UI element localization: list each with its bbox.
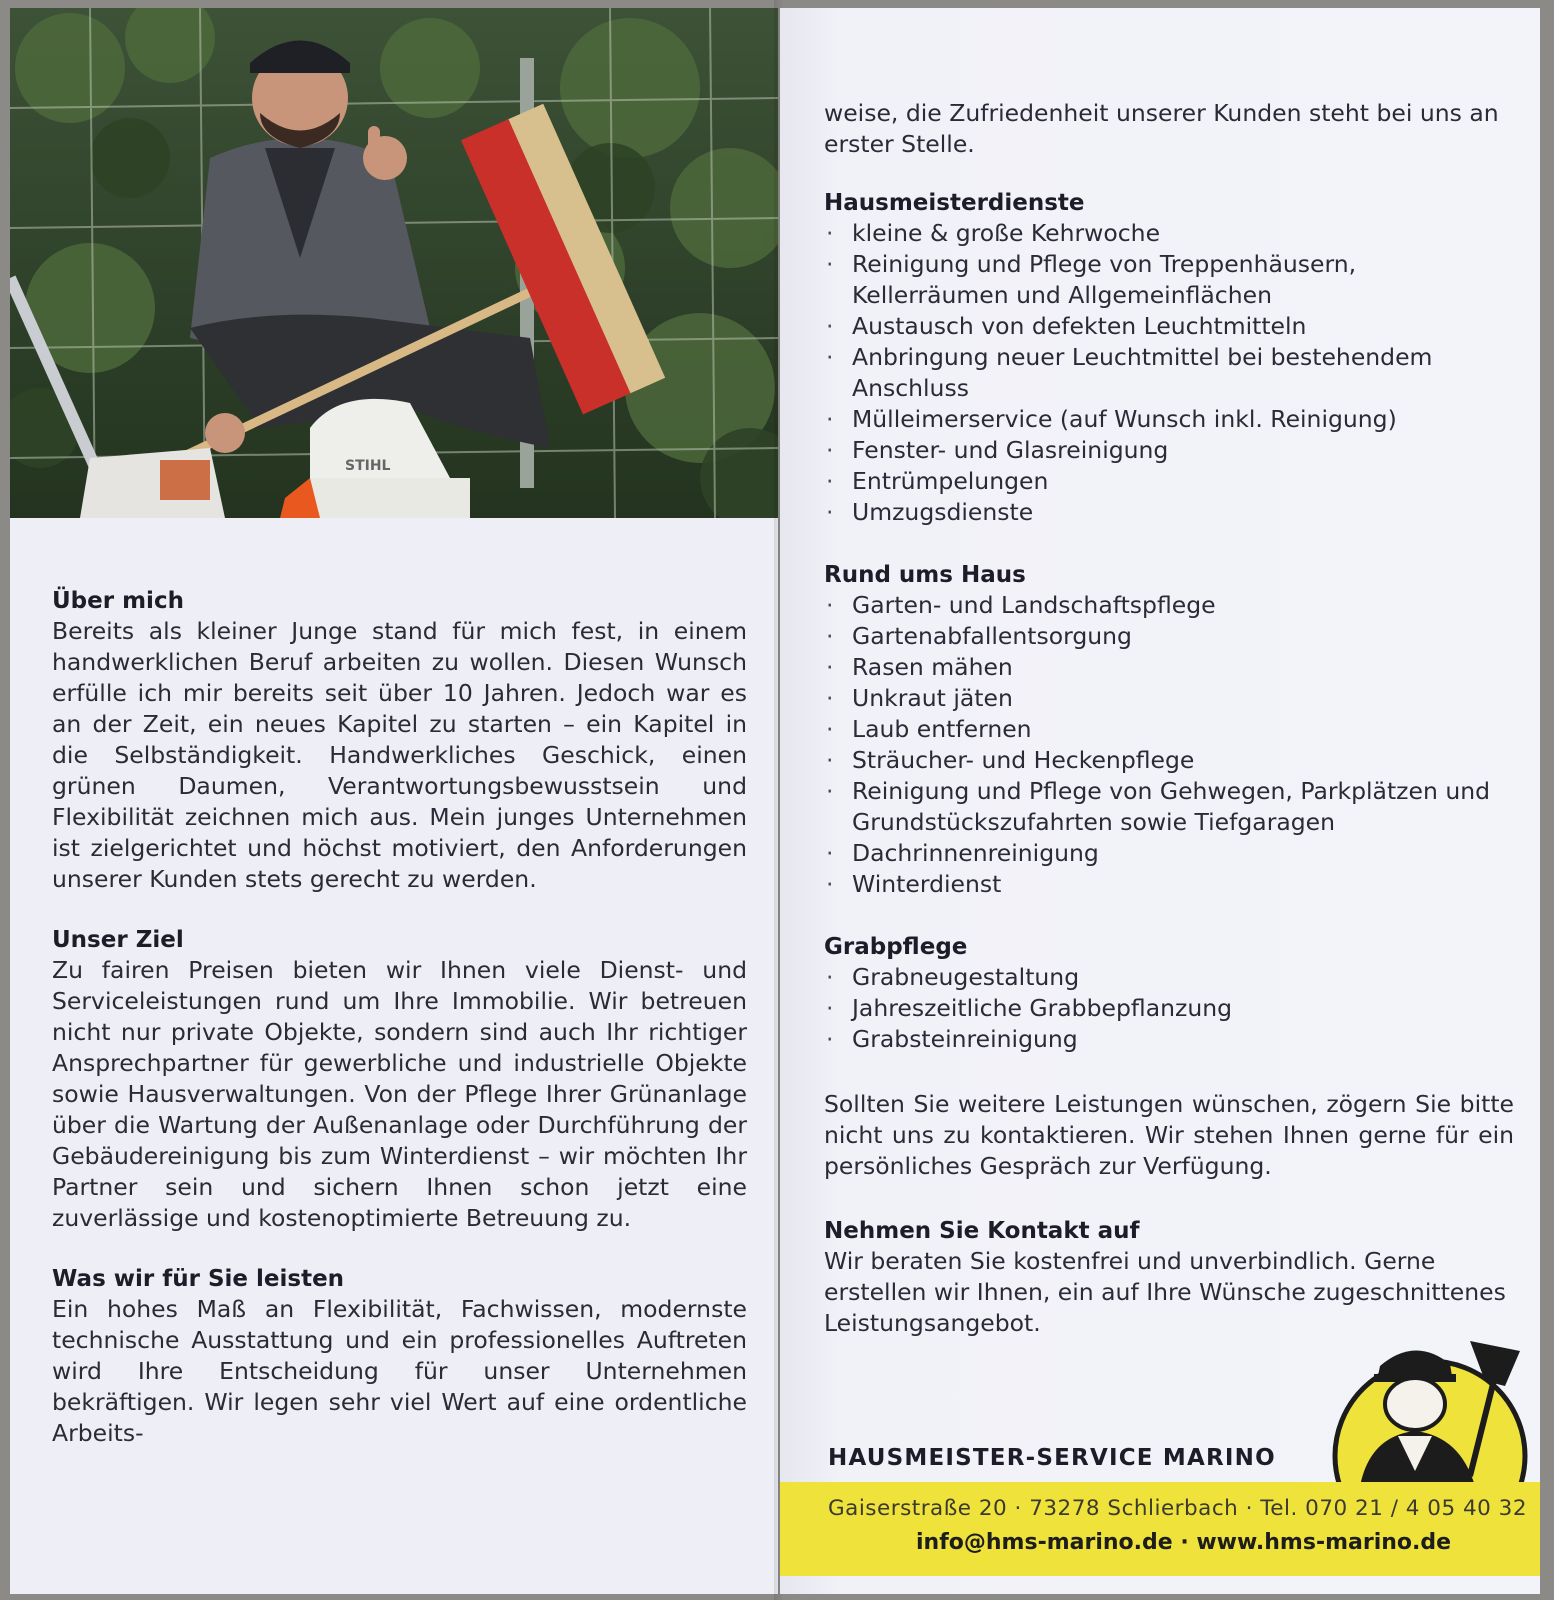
bullet-icon: · [826,870,834,898]
list-item: · Mülleimerservice (auf Wunsch inkl. Reinigung) [826,405,1397,433]
bullet-icon: · [826,653,834,681]
left-text-column [52,586,747,1449]
contact-heading: Nehmen Sie Kontakt auf [824,1218,1140,1244]
list-item: · Unkraut jäten [826,684,1013,712]
list-item: · Garten- und Landschaftspflege [826,591,1216,619]
list-rund-ums-haus [824,590,1514,900]
list-item: · Austausch von defekten Leuchtmitteln [826,312,1307,340]
list-grabpflege [824,962,1514,1055]
bullet-icon: · [826,963,834,991]
address-line: Gaiserstraße 20 · 73278 Schlierbach · Tel. 070 21 / 4 05 40 32 [828,1496,1528,1521]
list-item: · Grabneugestaltung [826,963,1080,991]
bullet-icon: · [826,467,834,495]
list-item: · Umzugsdienste [826,498,1034,526]
list-item: · Grabsteinreinigung [826,1025,1078,1053]
about-text: Bereits als kleiner Junge stand für mich fest, in einem handwerklichen Beruf arbeiten zu wollen. Diesen Wunsch erfülle ich mir bereits seit über 10 Jahren. Jedoch war es an der Zeit, ein neues Kapitel zu starten – ein Kapitel in die Selbständigkeit. Handwerkliches Geschick, einen grünen Daumen, Verantwortungsbewusstsein und Flexibilität zeichnen mich aus. Mein junges Unternehmen ist zielgerichtet und höchst motiviert, den Anforderungen unserer Kunden stets gerecht zu werden. [52,617,747,893]
bullet-icon: · [826,715,834,743]
right-text-column [824,98,1514,1339]
bullet-icon: · [826,839,834,867]
photo-illustration [10,8,778,518]
list-item: · Gartenabfallentsorgung [826,622,1132,650]
list-item: · Fenster- und Glasreinigung [826,436,1169,464]
list-item: · kleine & große Kehrwoche [826,219,1161,247]
about-heading: Über mich [52,588,184,614]
contact-bar [780,1482,1540,1576]
goal-heading: Unser Ziel [52,927,184,953]
list-item: · Dachrinnenreinigung [826,839,1099,867]
section-heading-hausmeisterdienste: Hausmeisterdienste [824,190,1085,216]
email-website-line[interactable]: info@hms-marino.de · www.hms-marino.de [916,1530,1452,1555]
bullet-icon: · [826,405,834,433]
bullet-icon: · [826,591,834,619]
bullet-icon: · [826,343,834,371]
left-page [10,8,778,1594]
goal-text: Zu fairen Preisen bieten wir Ihnen viele Dienst- und Serviceleistungen rund um Ihre Immobilie. Wir betreuen nicht nur private Objekte, sondern sind auch Ihr richtiger Ansprechpartner für gewerbliche und industrielle Objekte sowie Hausverwaltungen. Von der Pflege Ihrer Grünanlage über die Wartung der Außenanlage oder Durchführung der Gebäudereinigung bis zum Winterdienst – wir möchten Ihr Partner sein und sichern Ihnen schon jetzt eine zuverlässige und kostenoptimierte Betreuung zu. [52,956,747,1232]
bullet-icon: · [826,1025,834,1053]
services-text: Ein hohes Maß an Flexibilität, Fachwissen, modernste technische Ausstattung und ein professionelles Auftreten wird Ihre Entscheidung für unser Unternehmen bekräftigen. Wir legen sehr viel Wert auf eine ordentliche Arbeits- [52,1295,747,1447]
list-item: · Rasen mähen [826,653,1013,681]
stihl-logo: STIHL [345,458,391,474]
list-item: · Reinigung und Pflege von Treppenhäusern, Kellerräumen und Allgemeinflächen [826,250,1357,309]
list-item: · Sträucher- und Heckenpflege [826,746,1195,774]
list-hausmeisterdienste [824,218,1514,528]
section-heading-rund-ums-haus: Rund ums Haus [824,562,1026,588]
list-item: · Jahreszeitliche Grabbepflanzung [826,994,1233,1022]
list-item: · Entrümpelungen [826,467,1049,495]
bullet-icon: · [826,436,834,464]
list-item: · Reinigung und Pflege von Gehwegen, Parkplätzen und Grundstückszufahrten sowie Tiefgaragen [826,777,1491,836]
continuation-text: weise, die Zufriedenheit unserer Kunden steht bei uns an erster Stelle. [824,99,1499,158]
contact-text: Wir beraten Sie kostenfrei und unverbindlich. Gerne erstellen wir Ihnen, ein auf Ihre Wünsche zugeschnittenes Leistungsangebot. [824,1247,1506,1337]
company-name: HAUSMEISTER-SERVICE MARINO [828,1445,1276,1471]
closing-text: Sollten Sie weitere Leistungen wünschen, zögern Sie bitte nicht uns zu kontaktieren. Wir stehen Ihnen gerne für ein persönliches Gespräch zur Verfügung. [824,1090,1514,1180]
list-item: · Anbringung neuer Leuchtmittel bei bestehendem Anschluss [826,343,1433,402]
janitor-logo-icon [1320,1336,1530,1486]
section-heading-grabpflege: Grabpflege [824,934,968,960]
bullet-icon: · [826,250,834,278]
hero-photo [10,8,778,518]
bullet-icon: · [826,994,834,1022]
bullet-icon: · [826,498,834,526]
list-item: · Winterdienst [826,870,1002,898]
bullet-icon: · [826,312,834,340]
bullet-icon: · [826,684,834,712]
bullet-icon: · [826,777,834,805]
bullet-icon: · [826,219,834,247]
bullet-icon: · [826,746,834,774]
bullet-icon: · [826,622,834,650]
services-heading: Was wir für Sie leisten [52,1266,345,1292]
list-item: · Laub entfernen [826,715,1032,743]
